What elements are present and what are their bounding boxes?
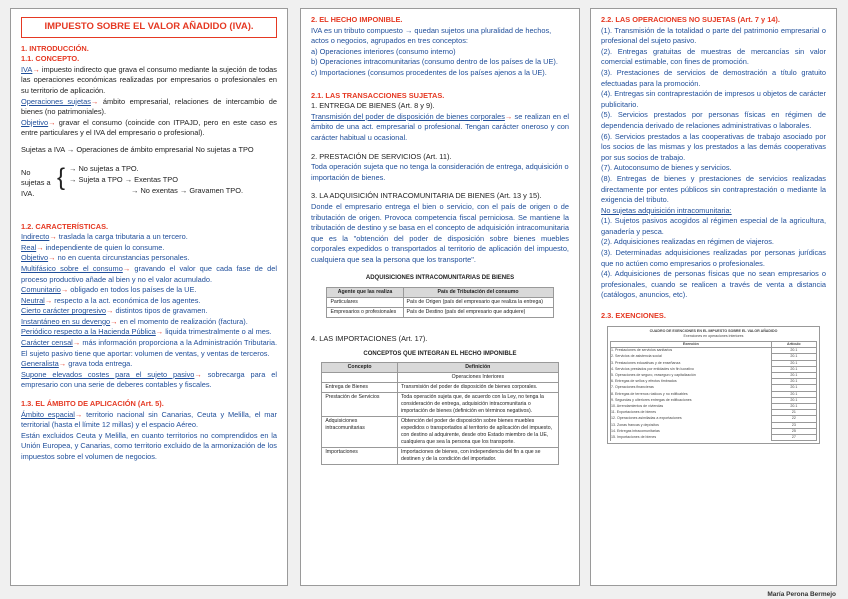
scan-cell: 20.1	[771, 397, 816, 403]
table2-caption: CONCEPTOS QUE INTEGRAN EL HECHO IMPONIBLE	[363, 350, 517, 357]
scan-cell: 20.1	[771, 379, 816, 385]
scan-cell: 20.1	[771, 373, 816, 379]
sujetas-line: Sujetas a IVA → Operaciones de ámbito empresarial No sujetas a TPO	[21, 144, 254, 154]
table1-header-1: Agente que las realiza	[327, 288, 403, 298]
no-sujeta-item: (8). Entregas de bienes y prestaciones de servicios realizadas directamente por entes públicos sin contraprestación o mediante la exigencia del tributo.	[601, 173, 826, 205]
arrow-icon: →	[60, 285, 69, 295]
intra-item: (1). Sujetos pasivos acogidos al régimen especial de la agricultura, ganadería y pesca.	[601, 216, 826, 236]
tree-line-1: → No sujetas a TPO.	[69, 163, 139, 173]
no-sujeta-item: (7). Autoconsumo de bienes y servicios.	[601, 163, 732, 173]
characteristic-term: Indirecto	[21, 232, 50, 242]
characteristic-term: Multifásico sobre el consumo	[21, 263, 123, 273]
characteristic-term: Generalista	[21, 359, 59, 369]
scan-cell: 5. Operaciones de seguro, reaseguro y capitalización	[611, 373, 772, 379]
arrow-icon: →	[122, 263, 131, 273]
table2-header-2: Definición	[397, 363, 558, 373]
scan-cell: 20.1	[771, 360, 816, 366]
arrow-icon: →	[72, 338, 81, 348]
characteristic-term: Comunitario	[21, 285, 61, 295]
scan-cell: 22	[771, 416, 816, 422]
characteristic-desc: sobrecarga para el empresario con una serie de deberes contables y fiscales.	[21, 369, 277, 390]
table-cell: Transmisión del poder de disposición de bienes corporales.	[397, 383, 558, 393]
characteristic-desc: liquida trimestralmente o al mes.	[163, 327, 272, 337]
characteristics-list	[21, 232, 277, 391]
column-right	[590, 8, 837, 586]
scan-title: CUADRO DE EXENCIONES EN EL IMPUESTO SOBRE EL VALOR AÑADIDO	[649, 328, 778, 333]
scan-cell: 15. Importaciones de bienes	[611, 435, 772, 441]
characteristic-term: Periódico respecto a la Hacienda Pública	[21, 327, 156, 337]
arrow-icon: →	[106, 306, 114, 316]
scan-table	[610, 341, 817, 441]
objetivo: Objetivo→ gravar el consumo (coincide con ITPAJD, pero en este caso es entre particulares y el IVA del empresario o profesional).	[21, 117, 277, 138]
section-2-2-heading: 2.2. LAS OPERACIONES NO SUJETAS (Art. 7 y 14).	[601, 15, 780, 24]
scan-cell: 20.1	[771, 348, 816, 354]
scan-header-2: Artículo	[771, 342, 816, 348]
characteristic-item	[21, 338, 277, 359]
tree-line-3: → No exentas → Gravamen TPO.	[131, 185, 243, 195]
no-sujetas-list	[601, 26, 826, 206]
section-1-1-heading: 1.1. CONCEPTO.	[21, 54, 80, 64]
table2-subheader: Operaciones Interiores	[397, 373, 558, 383]
characteristic-term: Objetivo	[21, 253, 49, 263]
table-cell: Entrega de Bienes	[322, 383, 398, 393]
concepto-b: b) Operaciones intracomunitarias (consumo dentro de los países de la UE).	[311, 57, 558, 67]
table-cell: País de Destino (país del empresario que adquiere)	[403, 308, 553, 318]
characteristic-item	[21, 306, 277, 317]
scan-cell: 25	[771, 428, 816, 434]
brace-icon: {	[57, 163, 66, 191]
no-sujeta-item: (2). Entregas gratuitas de muestras de mercancías sin valor comercial estimable, con fines de promoción.	[601, 46, 826, 67]
characteristic-desc: obligado en todos los países de la UE.	[68, 285, 197, 295]
characteristic-term: Supone elevados costes para el sujeto pasivo	[21, 369, 195, 379]
characteristic-term: Neutral	[21, 295, 45, 305]
no-sujeta-item: (1). Transmisión de la totalidad o parte del patrimonio empresarial o profesional del sujeto pasivo.	[601, 25, 826, 46]
scan-cell: 20.1	[771, 385, 816, 391]
scan-subtitle: Exenciones en operaciones interiores	[683, 333, 744, 338]
arrow-icon: →	[110, 316, 118, 326]
prestacion-heading: 2. PRESTACIÓN DE SERVICIOS (Art. 11).	[311, 151, 452, 161]
scan-cell: 27	[771, 435, 816, 441]
characteristic-term: Real	[21, 242, 37, 252]
scan-cell: 20.1	[771, 354, 816, 360]
arrow-icon: →	[48, 253, 56, 263]
scan-cell: 11. Exportaciones de bienes	[611, 410, 772, 416]
characteristic-desc: en el momento de realización (factura).	[117, 316, 248, 326]
arrow-icon: →	[36, 242, 44, 252]
no-sujeta-item: (5). Servicios prestados por personas físicas en régimen de dependencia derivado de relaciones administrativas o laborales.	[601, 110, 826, 130]
characteristic-term: Cierto carácter progresivo	[21, 306, 107, 316]
scan-cell: 20.1	[771, 404, 816, 410]
characteristic-term: Carácter censal	[21, 338, 73, 348]
table-row	[327, 298, 553, 308]
no-sujetas-label: No sujetas a IVA.	[21, 167, 51, 198]
no-sujeta-item: (4). Entregas sin contraprestación de impresos u objetos de carácter publicitario.	[601, 89, 826, 109]
entrega-bienes-text: Transmisión del poder de disposición de bienes corporales→ se realizan en el ámbito de una act. empresarial o profesional. Tengan carácter oneroso y con carácter habitual u ocasional.	[311, 111, 570, 142]
scan-cell: 6. Entregas de sellos y efectos timbrados	[611, 379, 772, 385]
section-2-3-heading: 2.3. EXENCIONES.	[601, 311, 666, 321]
scan-cell: 13. Zonas francas y depósitos	[611, 422, 772, 428]
characteristic-item	[21, 264, 277, 285]
scan-cell: 7. Operaciones financieras	[611, 385, 772, 391]
entrega-bienes-heading: 1. ENTREGA DE BIENES (Art. 8 y 9).	[311, 101, 435, 111]
characteristic-item	[21, 253, 277, 264]
scan-cell: 20.1	[771, 391, 816, 397]
page-title: IMPUESTO SOBRE EL VALOR AÑADIDO (IVA).	[21, 17, 277, 38]
table-adquisiciones	[326, 287, 553, 318]
characteristic-desc: traslada la carga tributaria a un tercero.	[56, 232, 188, 242]
table-cell: Particulares	[327, 298, 403, 308]
arrow-icon: →	[44, 295, 53, 305]
characteristic-desc: grava toda entrega.	[66, 359, 133, 369]
section-2-1-heading: 2.1. LAS TRANSACCIONES SUJETAS.	[311, 90, 445, 100]
table-cell: Adquisiciones intracomunitarias	[322, 417, 398, 448]
table-cell: Toda operación sujeta que, de acuerdo con la Ley, no tenga la consideración de entrega, adquisición intracomunitaria o importación de bienes (definición en términos negativos).	[397, 393, 558, 417]
characteristic-desc: distintos tipos de gravamen.	[113, 306, 208, 316]
column-left	[10, 8, 288, 586]
table-cell: Prestación de Servicios	[322, 393, 398, 417]
characteristic-item	[21, 317, 277, 328]
table-cell: Empresarios o profesionales	[327, 308, 403, 318]
table-cell: País de Origen (país del empresario que realiza la entrega)	[403, 298, 553, 308]
tree-line-2: → Sujeta a TPO → Exentas TPO	[69, 174, 178, 184]
scan-cell: 21	[771, 410, 816, 416]
scan-cell: 23	[771, 422, 816, 428]
scan-cell: 10. Arrendamientos de viviendas	[611, 404, 772, 410]
intra-item: (4). Adquisiciones de personas físicas que no sean empresarios o profesionales, cuando se realicen a través de venta a distancia (catálogos, anuncios, etc).	[601, 269, 826, 300]
intra-item: (3). Determinadas adquisiciones realizadas por personas jurídicas que no actúen como empresarios o profesionales.	[601, 248, 826, 268]
column-middle	[300, 8, 580, 586]
scan-cell: 1. Prestaciones de servicios sanitarios	[611, 348, 772, 354]
scan-cell: 9. Segundas y ulteriores entregas de edificaciones	[611, 397, 772, 403]
scan-cell: 12. Operaciones asimiladas a exportaciones	[611, 416, 772, 422]
table-cell: Importaciones de bienes, con independencia del fin a que se destinen y de la condición del importador.	[397, 448, 558, 465]
ambito-excluidos: Están excluidos Ceuta y Melilla, en cuanto territorios no comprendidos en la Unión Europea, y Canarias, como territorio excluido de la armonización de los impuestos sobre el volumen de negocios.	[21, 430, 277, 461]
prestacion-text: Toda operación sujeta que no tenga la consideración de entrega, adquisición o importación de bienes.	[311, 162, 569, 182]
characteristic-desc: respecto a la act. económica de los agentes.	[52, 295, 201, 305]
characteristic-term: Instantáneo en su devengo	[21, 316, 111, 326]
characteristic-item	[21, 285, 277, 296]
table-cell: Obtención del poder de disposición sobre bienes muebles expedidos o transportados al territorio de aplicación del impuesto, con destino al adquirente, desde otro Estado miembro de la UE, cualquiera que sea la persona que los transporte.	[397, 417, 558, 448]
table-conceptos	[321, 362, 558, 465]
arrow-icon: →	[194, 369, 202, 379]
adquisicion-heading: 3. LA ADQUISICIÓN INTRACOMUNITARIA DE BIENES (Art. 13 y 15).	[311, 191, 542, 201]
section-2-heading: 2. EL HECHO IMPONIBLE.	[311, 15, 403, 24]
table-row	[322, 393, 558, 417]
scan-header-1: Exención	[611, 342, 772, 348]
arrow-icon: →	[155, 327, 164, 337]
scan-row	[611, 435, 817, 441]
intra-item: (2). Adquisiciones realizadas en régimen de viajeros.	[601, 237, 774, 247]
characteristic-item	[21, 359, 277, 370]
characteristic-item	[21, 327, 277, 338]
concepto-a: a) Operaciones interiores (consumo interno)	[311, 46, 456, 56]
author-signature: María Perona Bermejo	[767, 591, 836, 598]
ambito-espacial: Ámbito espacial→ territorio nacional sin Canarias, Ceuta y Melilla, el mar territorial (hasta el límite 12 millas) y el espacio Aéreo.	[21, 409, 277, 430]
concepto-c: c) Importaciones (consumos procedentes de los países ajenos a la UE).	[311, 67, 547, 77]
table-row	[322, 448, 558, 465]
scan-cell: 3. Prestaciones educativas y de enseñanza	[611, 360, 772, 366]
intra-heading: No sujetas adquisición intracomunitaria:	[601, 205, 732, 215]
section-1-2-heading: 1.2. CARACTERÍSTICAS.	[21, 221, 109, 231]
table-cell: Importaciones	[322, 448, 398, 465]
characteristic-desc: independiente de quien lo consume.	[43, 242, 165, 252]
characteristic-desc: más información proporciona a la Administración Tributaria. El sujeto pasivo tiene que aportar: volumen de ventas, y ventas de terceros.	[21, 338, 277, 358]
hecho-imponible-intro: IVA es un tributo compuesto → quedan sujetos una pluralidad de hechos, actos o negocios, agrupados en tres conceptos:	[311, 25, 552, 46]
scan-cell: 2. Servicios de asistencia social	[611, 354, 772, 360]
iva-definition: IVA→ impuesto indirecto que grava el consumo mediante la sujeción de todas las operaciones económicas realizadas por empresarios o profesionales en su territorio de aplicación.	[21, 64, 277, 95]
no-sujeta-item: (3). Prestaciones de servicios de demostración a título gratuito efectuadas para la promoción.	[601, 67, 826, 88]
exenciones-scan	[607, 326, 820, 445]
scan-cell: 8. Entregas de terrenos rústicos y no edificables	[611, 391, 772, 397]
table-row	[322, 417, 558, 448]
characteristic-item	[21, 243, 277, 254]
section-1-heading: 1. INTRODUCCIÓN.	[21, 43, 89, 53]
intra-list	[601, 216, 826, 301]
importaciones-heading: 4. LAS IMPORTACIONES (Art. 17).	[311, 334, 428, 344]
arrow-icon: →	[58, 359, 67, 369]
characteristic-desc: no en cuenta circunstancias personales.	[55, 253, 190, 263]
table-row	[322, 383, 558, 393]
adquisicion-text: Donde el empresario entrega el bien o servicio, con el país de origen o de tributación de origen. Provoca competencia fiscal perniciosa. Se mantiene la tributación de destino y se basa en el concepto de adquisición intracomunitaria que es la "obtención del poder de disposición sobre bienes muebles corporales expedidos o transportados al territorio de aplicación del impuesto, cualquiera que sea la persona que los transporte".	[311, 201, 570, 264]
characteristic-item	[21, 232, 277, 243]
characteristic-desc: gravando el valor que cada fase de del proceso productivo añade al bien y no el valor acumulado.	[21, 263, 277, 284]
scan-cell: 14. Entregas intracomunitarias	[611, 428, 772, 434]
characteristic-item	[21, 370, 277, 391]
arrow-icon: →	[49, 232, 57, 242]
characteristic-item	[21, 296, 277, 307]
no-sujetas-tree	[21, 162, 277, 208]
scan-cell: 20.1	[771, 366, 816, 372]
no-sujeta-item: (6). Servicios prestados a las cooperativas de trabajo asociado por los socios de las mismas y los prestados a las demás cooperativas por sus socios de trabajo.	[601, 131, 826, 162]
table2-header-1: Concepto	[322, 363, 398, 373]
table-row	[327, 308, 553, 318]
operaciones-sujetas: Operaciones sujetas→ ámbito empresarial, relaciones de intercambio de bienes (no patrimoniales).	[21, 96, 278, 117]
section-1-3-heading: 1.3. EL ÁMBITO DE APLICACIÓN (Art. 5).	[21, 399, 164, 409]
scan-cell: 4. Servicios prestados por entidades sin fin lucrativo	[611, 366, 772, 372]
table1-header-2: País de Tributación del consumo	[403, 288, 553, 298]
table1-caption: ADQUISICIONES INTRACOMUNITARIAS DE BIENES	[365, 275, 515, 282]
